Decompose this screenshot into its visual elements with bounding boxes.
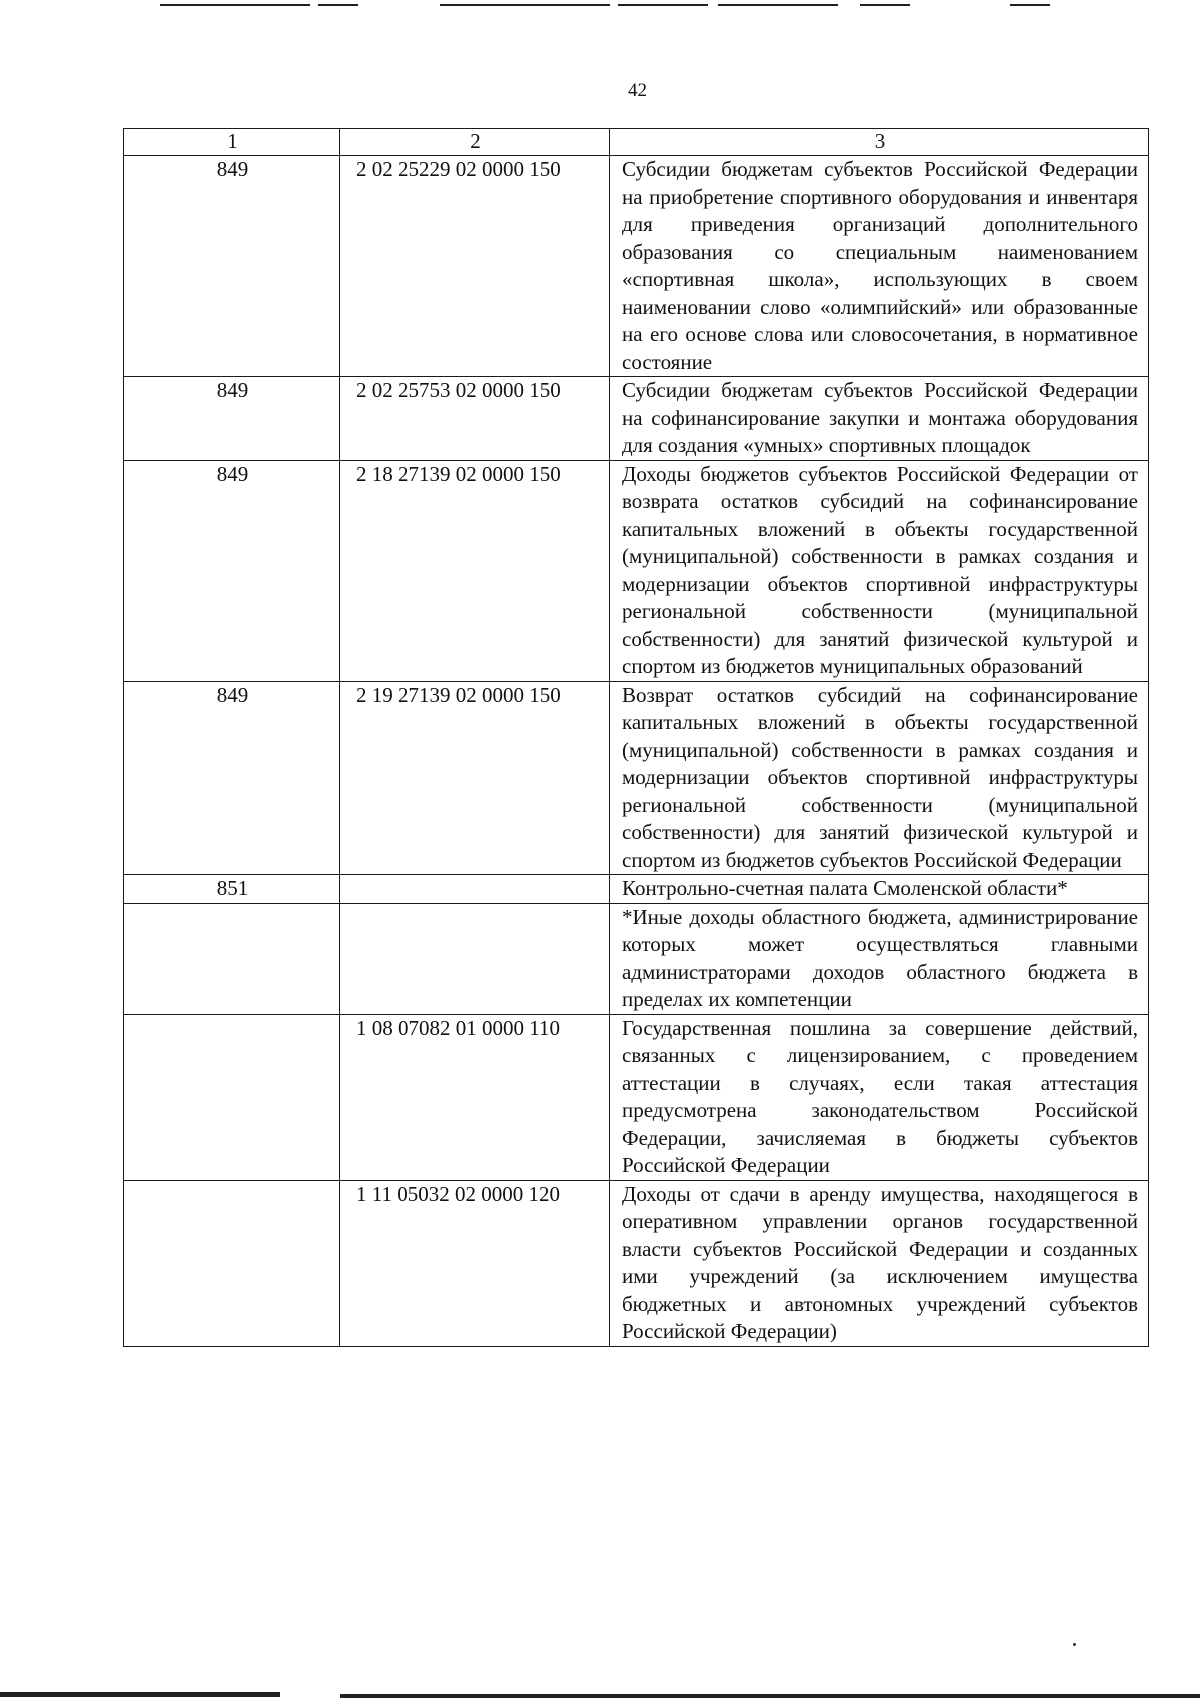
admin-code-cell: 851 xyxy=(124,875,340,904)
revenue-description-cell: Доходы бюджетов субъектов Российской Федерации от возврата остатков субсидий на софинансирование капитальных вложений в объекты государственной (муниципальной) собственности в рамках создания и модернизации объектов спортивной инфраструктуры региональной собственности (муниципальной собственности) для занятий физической культурой и спортом из бюджетов муниципальных образований xyxy=(610,460,1149,681)
table-row xyxy=(124,156,1149,377)
admin-code-cell: 849 xyxy=(124,377,340,461)
admin-code-cell xyxy=(124,1014,340,1180)
scan-artifact-bottom-1 xyxy=(0,1692,280,1697)
revenue-codes-table xyxy=(123,128,1149,1347)
page-number: 42 xyxy=(628,80,647,101)
admin-code-cell: 849 xyxy=(124,681,340,875)
column-header-2: 2 xyxy=(340,129,610,156)
revenue-description-cell: Субсидии бюджетам субъектов Российской Федерации на приобретение спортивного оборудования и инвентаря для приведения организаций дополнительного образования со специальным наименованием «спортивная школа», использующих в своем наименовании слово «олимпийский» или образованные на его основе слова или словосочетания, в нормативное состояние xyxy=(610,156,1149,377)
revenue-description-cell: Субсидии бюджетам субъектов Российской Федерации на софинансирование закупки и монтажа оборудования для создания «умных» спортивных площадок xyxy=(610,377,1149,461)
table-row xyxy=(124,903,1149,1014)
revenue-description-cell: Доходы от сдачи в аренду имущества, находящегося в оперативном управлении органов государственной власти субъектов Российской Федерации и созданных ими учреждений (за исключением имущества бюджетных и автономных учреждений субъектов Российской Федерации) xyxy=(610,1180,1149,1346)
column-header-1: 1 xyxy=(124,129,340,156)
scan-artifact-top-4 xyxy=(618,4,708,6)
table-header-row xyxy=(124,129,1149,156)
admin-code-cell: 849 xyxy=(124,156,340,377)
table-row xyxy=(124,1180,1149,1346)
scan-artifact-top-2 xyxy=(318,4,358,6)
scan-artifact-top-5 xyxy=(718,4,838,6)
scan-artifact-top-1 xyxy=(160,4,310,6)
kbk-code-cell: 2 02 25753 02 0000 150 xyxy=(340,377,610,461)
kbk-code-cell: 2 19 27139 02 0000 150 xyxy=(340,681,610,875)
revenue-description-cell: Возврат остатков субсидий на софинансирование капитальных вложений в объекты государственной (муниципальной) собственности в рамках создания и модернизации объектов спортивной инфраструктуры региональной собственности (муниципальной собственности) для занятий физической культурой и спортом из бюджетов субъектов Российской Федерации xyxy=(610,681,1149,875)
admin-code-cell xyxy=(124,1180,340,1346)
scan-artifact-top-7 xyxy=(1010,4,1050,6)
kbk-code-cell: 2 02 25229 02 0000 150 xyxy=(340,156,610,377)
scan-artifact-top-6 xyxy=(860,4,910,6)
scan-artifact-dot xyxy=(1073,1643,1076,1646)
kbk-code-cell: 1 08 07082 01 0000 110 xyxy=(340,1014,610,1180)
revenue-description-cell: *Иные доходы областного бюджета, администрирование которых может осуществляться главными администраторами доходов областного бюджета в пределах их компетенции xyxy=(610,903,1149,1014)
table-row xyxy=(124,681,1149,875)
table-row xyxy=(124,460,1149,681)
table-row xyxy=(124,377,1149,461)
admin-code-cell: 849 xyxy=(124,460,340,681)
kbk-code-cell xyxy=(340,875,610,904)
kbk-code-cell xyxy=(340,903,610,1014)
column-header-3: 3 xyxy=(610,129,1149,156)
table-row xyxy=(124,875,1149,904)
kbk-code-cell: 2 18 27139 02 0000 150 xyxy=(340,460,610,681)
kbk-code-cell: 1 11 05032 02 0000 120 xyxy=(340,1180,610,1346)
revenue-description-cell: Контрольно-счетная палата Смоленской области* xyxy=(610,875,1149,904)
admin-code-cell xyxy=(124,903,340,1014)
revenue-description-cell: Государственная пошлина за совершение действий, связанных с лицензированием, с проведением аттестации в случаях, если такая аттестация предусмотрена законодательством Российской Федерации, зачисляемая в бюджеты субъектов Российской Федерации xyxy=(610,1014,1149,1180)
scan-artifact-bottom-2 xyxy=(340,1694,1200,1698)
scan-artifact-top-3 xyxy=(440,4,610,6)
table-row xyxy=(124,1014,1149,1180)
